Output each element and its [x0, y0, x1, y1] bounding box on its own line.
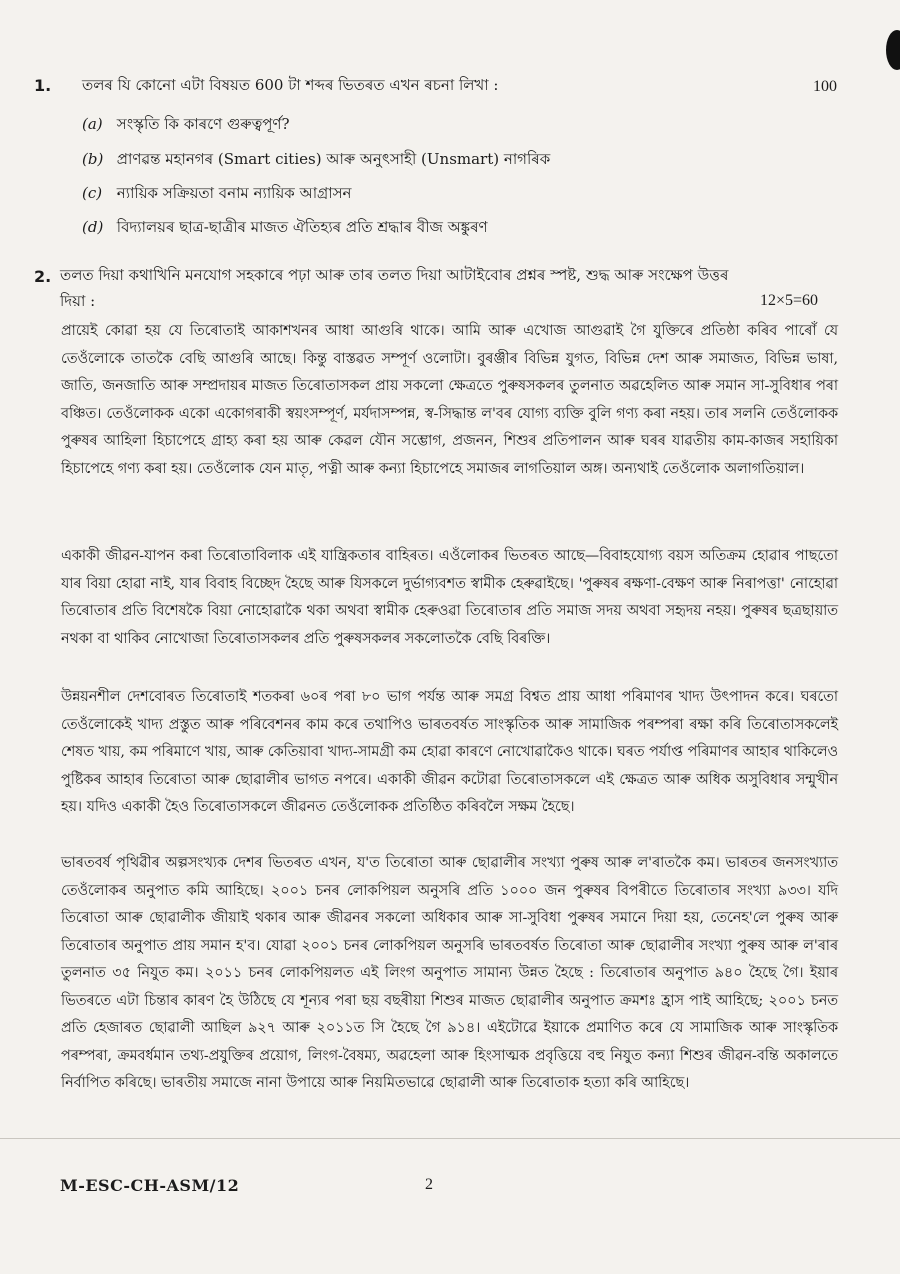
passage-paragraph-1: প্ৰায়েই কোৱা হয় যে তিৰোতাই আকাশখনৰ আধা আগুৰি থাকে। আমি আৰু এখোজ আগুৱাই গৈ যুক্তিৰে প্ৰতিষ্ঠা কৰিব পাৰোঁ যে তেওঁলোকে তাতকৈ বেছি আগুৰি আছে। কিন্তু বাস্তৱত সম্পূৰ্ণ ওলোটা। বুৰঞ্জীৰ বিভিন্ন যুগত, বিভিন্ন দেশ আৰু সমাজত, বিভিন্ন ভাষা, জাতি, জনজাতি আৰু সম্প্ৰদায়ৰ মাজত তিৰোতাসকল প্ৰায় সকলো ক্ষেত্ৰতে পুৰুষসকলৰ তুলনাত অৱহেলিত আৰু সমান সা-সুবিধাৰ পৰা বঞ্চিত। তেওঁলোকক একো একোগৰাকী স্বয়ংসম্পূৰ্ণ, মৰ্যদাসম্পন্ন, স্ব-সিদ্ধান্ত ল'বৰ যোগ্য ব্যক্তি বুলি গণ্য কৰা নহয়। তাৰ সলনি তেওঁলোকক পুৰুষৰ আহিলা হিচাপেহে গ্ৰাহ্য কৰা হয় আৰু কেৱল যৌন সম্ভোগ, প্ৰজনন, শিশুৰ প্ৰতিপালন আৰু ঘৰৰ যাৱতীয় কাম-কাজৰ সহায়িকা হিচাপেহে গণ্য কৰা হয়। তেওঁলোক যেন মাতৃ, পত্নী আৰু কন্যা হিচাপেহে সমাজৰ লাগতিয়াল অঙ্গ। অন্যথাই তেওঁলোক অলাগতিয়াল। [61, 323, 838, 477]
ink-blot [886, 30, 900, 70]
option-text: প্ৰাণৱন্ত মহানগৰ (Smart cities) আৰু অনুৎসাহী (Unsmart) নাগৰিক [116, 150, 551, 168]
option-text: সংস্কৃতি কি কাৰণে গুৰুত্বপূৰ্ণ? [116, 115, 290, 133]
q1-marks: 100 [813, 78, 837, 95]
option-label: (c) [82, 184, 103, 202]
q1-option-a [82, 113, 290, 138]
q1-option-d [82, 216, 488, 241]
q1-number: 1. [34, 76, 52, 95]
passage-paragraph-2: একাকী জীৱন-যাপন কৰা তিৰোতাবিলাক এই যান্ত্ৰিকতাৰ বাহিৰত। এওঁলোকৰ ভিতৰত আছে—বিবাহযোগ্য বয়স অতিক্ৰম হোৱাৰ পাছতো যাৰ বিয়া হোৱা নাই, যাৰ বিবাহ বিচ্ছেদ হৈছে আৰু যিসকলে দুৰ্ভাগ্যবশত স্বামীক হেৰুৱাইছে। 'পুৰুষৰ ৰক্ষণা-বেক্ষণ আৰু নিৰাপত্তা' নোহোৱা তিৰোতাৰ প্ৰতি বিশেষকৈ বিয়া নোহোৱাকৈ থকা অথবা স্বামীক হেৰুওৱা তিৰোতাৰ প্ৰতি সমাজ সদয় অথবা সহৃদয় নহয়। পুৰুষৰ ছত্ৰছায়াত নথকা বা থাকিব নোখোজা তিৰোতাসকলৰ প্ৰতি পুৰুষসকলৰ সকলোতকৈ বেছি বিৰক্তি। [61, 548, 838, 647]
page-number: 2 [425, 1176, 433, 1193]
q1-option-c [82, 182, 352, 207]
q2-text-line2: দিয়া : [60, 292, 96, 310]
paper-code: M-ESC-CH-ASM/12 [60, 1176, 240, 1195]
q2-marks: 12×5=60 [760, 292, 819, 309]
option-label: (b) [82, 150, 104, 168]
q2-text-line1: তলত দিয়া কথাখিনি মনযোগ সহকাৰে পঢ়া আৰু তাৰ তলত দিয়া আটাইবোৰ প্ৰশ্নৰ স্পষ্ট, শুদ্ধ আৰু সংক্ষেপ উত্তৰ [60, 266, 729, 284]
passage-paragraph-3: উন্নয়নশীল দেশবোৰত তিৰোতাই শতকৰা ৬০ৰ পৰা ৮০ ভাগ পৰ্যন্ত আৰু সমগ্ৰ বিশ্বত প্ৰায় আধা পৰিমাণৰ খাদ্য উৎপাদন কৰে। ঘৰতো তেওঁলোকেই খাদ্য প্ৰস্তুত আৰু পৰিবেশনৰ কাম কৰে তথাপিও ভাৰতবৰ্ষত সাংস্কৃতিক আৰু সামাজিক পৰম্পৰা ৰক্ষা কৰি তিৰোতাসকলেই শেষত খায়, কম পৰিমাণে খায়, আৰু কেতিয়াবা খাদ্য-সামগ্ৰী কম হোৱা কাৰণে নোখোৱাকৈও থাকে। ঘৰত পৰ্যাপ্ত পৰিমাণৰ আহাৰ থাকিলেও পুষ্টিকৰ আহাৰ তিৰোতা আৰু ছোৱালীৰ ভাগত নপৰে। একাকী জীৱন কটোৱা তিৰোতাসকলে এই ক্ষেত্ৰত আৰু অধিক অসুবিধাৰ সন্মুখীন হয়। যদিও একাকী হৈও তিৰোতাসকলে জীৱনত তেওঁলোকক প্ৰতিষ্ঠিত কৰিবলৈ সক্ষম হৈছে। [61, 689, 838, 815]
footer-divider [0, 1138, 900, 1139]
q1-option-b [82, 148, 550, 173]
option-label: (d) [82, 218, 104, 236]
option-text: ন্যায়িক সক্ৰিয়তা বনাম ন্যায়িক আগ্ৰাসন [116, 184, 352, 202]
q2-number: 2. [34, 267, 52, 286]
q1-text: তলৰ যি কোনো এটা বিষয়ত 600 টা শব্দৰ ভিতৰত এখন ৰচনা লিখা : [82, 76, 499, 94]
option-label: (a) [82, 115, 103, 133]
option-text: বিদ্যালয়ৰ ছাত্ৰ-ছাত্ৰীৰ মাজত ঐতিহ্যৰ প্ৰতি শ্ৰদ্ধাৰ বীজ অঙ্কুৰণ [116, 218, 488, 236]
passage-paragraph-4: ভাৰতবৰ্ষ পৃথিৱীৰ অল্পসংখ্যক দেশৰ ভিতৰত এখন, য'ত তিৰোতা আৰু ছোৱালীৰ সংখ্যা পুৰুষ আৰু ল'ৰাতকৈ কম। ভাৰতৰ জনসংখ্যাত তেওঁলোকৰ অনুপাত কমি আহিছে। ২০০১ চনৰ লোকপিয়ল অনুসৰি প্ৰতি ১০০০ জন পুৰুষৰ বিপৰীতে তিৰোতাৰ সংখ্যা ৯৩৩। যদি তিৰোতা আৰু ছোৱালীক জীয়াই থকাৰ আৰু জীৱনৰ সকলো অধিকাৰ আৰু সা-সুবিধা পুৰুষৰ সমানে দিয়া হয়, তেনেহ'লে পুৰুষ আৰু তিৰোতাৰ অনুপাত প্ৰায় সমান হ'ব। যোৱা ২০০১ চনৰ লোকপিয়ল অনুসৰি ভাৰতবৰ্ষত তিৰোতা আৰু ছোৱালীৰ সংখ্যা পুৰুষ আৰু ল'ৰাৰ তুলনাত ৩৫ নিযুত কম। ২০১১ চনৰ লোকপিয়লত এই লিংগ অনুপাত সামান্য উন্নত হৈছে : তিৰোতাৰ অনুপাত ৯৪০ হৈছে গৈ। ইয়াৰ ভিতৰতে এটা চিন্তাৰ কাৰণ হৈ উঠিছে যে শূন্যৰ পৰা ছয় বছৰীয়া শিশুৰ মাজত ছোৱালীৰ অনুপাত ক্ৰমশঃ হ্ৰাস পাই আহিছে; ২০০১ চনত প্ৰতি হেজাৰত ছোৱালী আছিল ৯২৭ আৰু ২০১১ত সি হৈছে গৈ ৯১৪। এইটোৱে ইয়াকে প্ৰমাণিত কৰে যে সামাজিক আৰু সাংস্কৃতিক পৰম্পৰা, ক্ৰমবৰ্ধমান তথ্য-প্ৰযুক্তিৰ প্ৰয়োগ, লিংগ-বৈষম্য, অৱহেলা আৰু হিংসাত্মক প্ৰবৃত্তিয়ে বহু নিযুত কন্যা শিশুৰ জীৱন-বন্তি অকালতে নিৰ্বাপিত কৰিছে। ভাৰতীয় সমাজে নানা উপায়ে আৰু নিয়মিতভাৱে ছোৱালী আৰু তিৰোতাক হত্যা কৰি আহিছে। [61, 855, 838, 1091]
